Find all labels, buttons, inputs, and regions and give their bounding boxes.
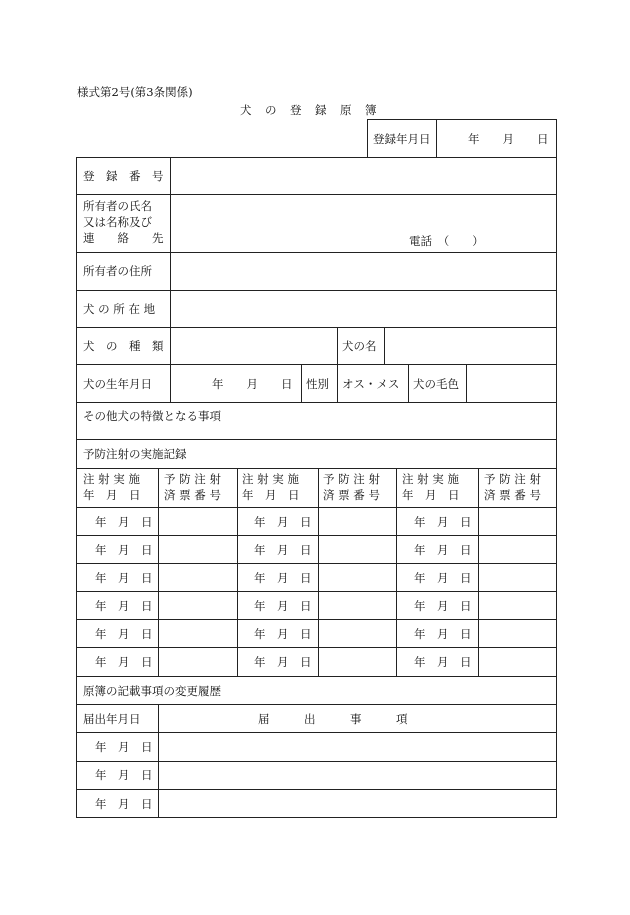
vaccination-row-date: 年 月 日	[254, 655, 312, 669]
vaccination-ticket-header-sub: 済 票 番 号	[484, 488, 541, 502]
dog-location-label: 犬 の 所 在 地	[83, 302, 156, 316]
registration-date-label: 登録年月日	[373, 132, 431, 146]
vaccination-row-date: 年 月 日	[414, 627, 472, 641]
vaccination-date-header-sub: 年 月 日	[242, 488, 300, 502]
phone-label: 電話 （ ）	[409, 234, 484, 248]
owner-name-label-3: 連 絡 先	[83, 231, 164, 245]
vaccination-row-date: 年 月 日	[95, 543, 153, 557]
changes-row-date: 年 月 日	[95, 740, 153, 754]
vaccination-row-date: 年 月 日	[95, 655, 153, 669]
vaccination-row-date: 年 月 日	[95, 515, 153, 529]
vaccination-row-date: 年 月 日	[254, 543, 312, 557]
other-features-label: その他犬の特徴となる事項	[83, 409, 221, 423]
birthdate-value: 年 月 日	[212, 377, 293, 391]
dog-name-label: 犬の名	[342, 339, 377, 353]
vaccination-date-header-sub: 年 月 日	[402, 488, 460, 502]
owner-name-label-2: 又は名称及び	[83, 215, 152, 229]
vaccination-date-header: 注 射 実 施	[402, 472, 459, 486]
vaccination-row-date: 年 月 日	[254, 571, 312, 585]
changes-row-date: 年 月 日	[95, 768, 153, 782]
vaccination-ticket-header: 予 防 注 射	[484, 472, 541, 486]
vaccination-row-date: 年 月 日	[254, 515, 312, 529]
dog-birthdate-label: 犬の生年月日	[83, 377, 152, 391]
vaccination-date-header: 注 射 実 施	[83, 472, 140, 486]
coat-color-label: 犬の毛色	[413, 377, 459, 391]
owner-name-label-1: 所有者の氏名	[83, 199, 152, 213]
sex-label: 性別	[306, 377, 329, 391]
form-number: 様式第2号(第3条関係)	[77, 85, 193, 99]
vaccination-row-date: 年 月 日	[254, 599, 312, 613]
changes-section-title: 原簿の記載事項の変更履歴	[83, 684, 221, 698]
vaccination-ticket-header: 予 防 注 射	[164, 472, 221, 486]
page-title: 犬 の 登 録 原 簿	[240, 103, 378, 117]
vaccination-ticket-header-sub: 済 票 番 号	[323, 488, 380, 502]
changes-date-header: 届出年月日	[83, 712, 141, 726]
vaccination-row-date: 年 月 日	[414, 655, 472, 669]
vaccination-row-date: 年 月 日	[95, 599, 153, 613]
vaccination-row-date: 年 月 日	[414, 599, 472, 613]
vaccination-ticket-header-sub: 済 票 番 号	[164, 488, 221, 502]
registration-number-label: 登 録 番 号	[83, 169, 164, 183]
vaccination-date-header-sub: 年 月 日	[83, 488, 141, 502]
registration-date-value: 年 月 日	[468, 132, 549, 146]
vaccination-row-date: 年 月 日	[414, 515, 472, 529]
vaccination-section-title: 予防注射の実施記録	[83, 447, 187, 461]
vaccination-row-date: 年 月 日	[414, 571, 472, 585]
vaccination-row-date: 年 月 日	[95, 627, 153, 641]
vaccination-row-date: 年 月 日	[254, 627, 312, 641]
vaccination-row-date: 年 月 日	[414, 543, 472, 557]
vaccination-date-header: 注 射 実 施	[242, 472, 299, 486]
sex-value: オス・メス	[342, 377, 400, 391]
vaccination-ticket-header: 予 防 注 射	[323, 472, 380, 486]
changes-row-date: 年 月 日	[95, 797, 153, 811]
dog-breed-label: 犬 の 種 類	[83, 339, 164, 353]
changes-matter-header: 届 出 事 項	[258, 712, 408, 726]
vaccination-row-date: 年 月 日	[95, 571, 153, 585]
owner-address-label: 所有者の住所	[83, 264, 152, 278]
